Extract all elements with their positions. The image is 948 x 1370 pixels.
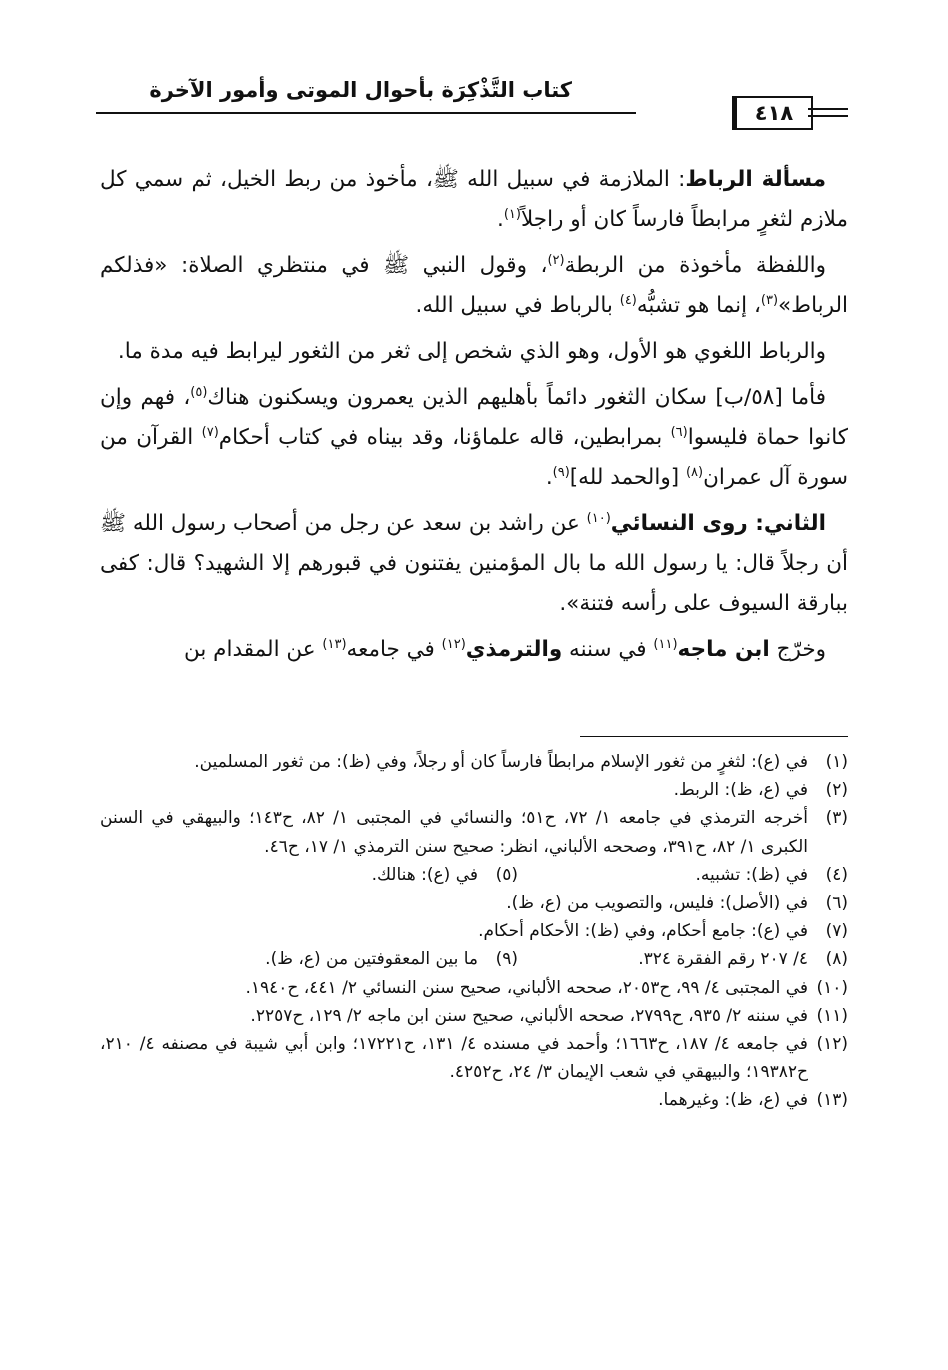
paragraph-6: وخرّج ابن ماجه$^{(١١)}$ في سننه والترمذي$^{(١٢)}$ في جامعه$^{(١٣)}$ عن المقدام بن — [183, 636, 826, 662]
footnote-2: (٢) في (ع، ظ): الربط. — [673, 780, 848, 801]
footnote-12: (١٢) في جامعه ٤/ ١٨٧، ح١٦٦٣؛ وأحمد في مسنده ٤/ ١٣١، ح١٧٢٢١؛ وابن أبي شيبة في مصنفه ٤/ ٢١٠، ح١٩٣٨٢؛ والبيهقي في شعب الإيمان ٣/ ٢٤، ح٤٢٥٢. — [100, 1034, 848, 1083]
header-rule — [96, 112, 636, 114]
footnote-ref-1[interactable]: (١) — [503, 206, 521, 222]
footnote-ref-5[interactable]: (٥) — [190, 384, 208, 400]
paragraph-2: واللفظة مأخوذة من الربطة$^{(٢)}$، وقول النبي ﷺ في منتظري الصلاة: «فذلكم الرباط»$^{(٣)}$، إنما هو تشبُّه$^{(٤)}$ بالرباط في سبيل الله. — [100, 252, 848, 318]
footnote-7: (٧) في (ع): جامع أحكام، وفي (ظ): الأحكام أحكام. — [478, 921, 848, 942]
footnote-ref-9[interactable]: (٩) — [552, 464, 570, 480]
footnote-ref-7[interactable]: (٧) — [201, 424, 219, 440]
running-title: كتاب التَّذْكِرَة بأحوال الموتى وأمور الآخرة — [149, 78, 572, 102]
footnote-6: (٦) في (الأصل): فليس، والتصويب من (ع، ظ). — [506, 893, 848, 913]
header-rule-right-top — [808, 108, 848, 110]
footnote-ref-4[interactable]: (٤) — [619, 292, 637, 308]
section-second: الثاني: روى النسائي — [610, 511, 826, 536]
footnote-9: (٩)ما بين المعقوفتين من (ع، ظ). — [265, 949, 518, 970]
paragraph-1: مسألة الرباط: الملازمة في سبيل الله ﷺ، مأخوذ من ربط الخيل، ثم سمي كل ملازم لثغرٍ مرابطاً فارساً كان أو راجلاً$^{(١)}$. — [100, 167, 848, 232]
footnote-11: (١١) في سننه ٢/ ٩٣٥، ح٢٧٩٩، صححه الألباني، صحيح سنن ابن ماجه ٢/ ١٢٩، ح٢٢٥٧. — [250, 1005, 848, 1026]
paragraph-3: والرباط اللغوي هو الأول، وهو الذي شخص إلى ثغر من الثغور ليرابط فيه مدة ما. — [117, 339, 826, 364]
footnote-4: (٤)في (ظ): تشبيه. — [695, 864, 848, 885]
footnote-separator — [580, 736, 848, 737]
footnotes — [100, 748, 848, 1115]
footnote-13: (١٣) في (ع، ظ): وغيرهما. — [658, 1090, 848, 1111]
term-ribat: مسألة الرباط — [685, 167, 827, 192]
name-tirmidhi: والترمذي — [465, 637, 563, 662]
footnote-ref-3[interactable]: (٣) — [760, 292, 779, 308]
footnote-ref-11[interactable]: (١١) — [653, 636, 678, 652]
footnote-ref-10[interactable]: (١٠) — [586, 510, 611, 526]
footnote-row-4-5 — [100, 861, 848, 889]
paragraph-5: الثاني: روى النسائي$^{(١٠)}$ عن راشد بن سعد عن رجل من أصحاب رسول الله ﷺ أن رجلاً قال: يا رسول الله ما بال المؤمنين يفتنون في قبورهم إلا الشهيد؟ قال: كفى ببارقة السيوف على رأسه فتنة». — [100, 510, 848, 616]
footnote-5: (٥)في (ع): هنالك. — [371, 864, 518, 885]
footnote-row-8-9 — [100, 945, 848, 973]
footnote-ref-12[interactable]: (١٢) — [441, 636, 466, 652]
page-number: ٤١٨ — [732, 96, 813, 130]
footnote-ref-13[interactable]: (١٣) — [322, 636, 347, 652]
footnote-3: (٣) أخرجه الترمذي في جامعه ١/ ٧٢، ح٥١؛ والنسائي في المجتبى ١/ ٨٢، ح١٤٣؛ والبيهقي في السنن الكبرى ١/ ٨٢، ح٣٩١، وصححه الألباني، انظر: صحيح سنن الترمذي ١/ ١٧، ح٤٦. — [100, 808, 848, 857]
main-text — [100, 160, 848, 676]
footnote-1: (١) في (ع): لثغرٍ من ثغور الإسلام مرابطاً فارساً كان أو رجلاً، وفي (ظ): من ثغور المسلمين. — [194, 752, 848, 772]
page-header — [96, 74, 848, 126]
header-rule-right-bottom — [808, 115, 848, 117]
name-ibn-majah: ابن ماجه — [677, 637, 770, 662]
paragraph-4: فأما [٥٨/ب] سكان الثغور دائماً بأهليهم الذين يعمرون ويسكنون هناك$^{(٥)}$، فهم وإن كانوا حماة فليسوا$^{(٦)}$ بمرابطين، قاله علماؤنا، وقد بيناه في كتاب أحكام$^{(٧)}$ القرآن من سورة آل عمران$^{(٨)}$ [والحمد لله]$^{(٩)}$. — [100, 384, 848, 490]
footnote-10: (١٠) في المجتبى ٤/ ٩٩، ح٢٠٥٣، صححه الألباني، صحيح سنن النسائي ٢/ ٤٤١، ح١٩٤٠. — [245, 977, 848, 998]
footnote-8: (٨)٤/ ٢٠٧ رقم الفقرة ٣٢٤. — [638, 949, 848, 970]
footnote-ref-6[interactable]: (٦) — [670, 424, 688, 440]
footnote-ref-8[interactable]: (٨) — [685, 464, 704, 480]
footnote-ref-2[interactable]: (٢) — [547, 252, 565, 268]
